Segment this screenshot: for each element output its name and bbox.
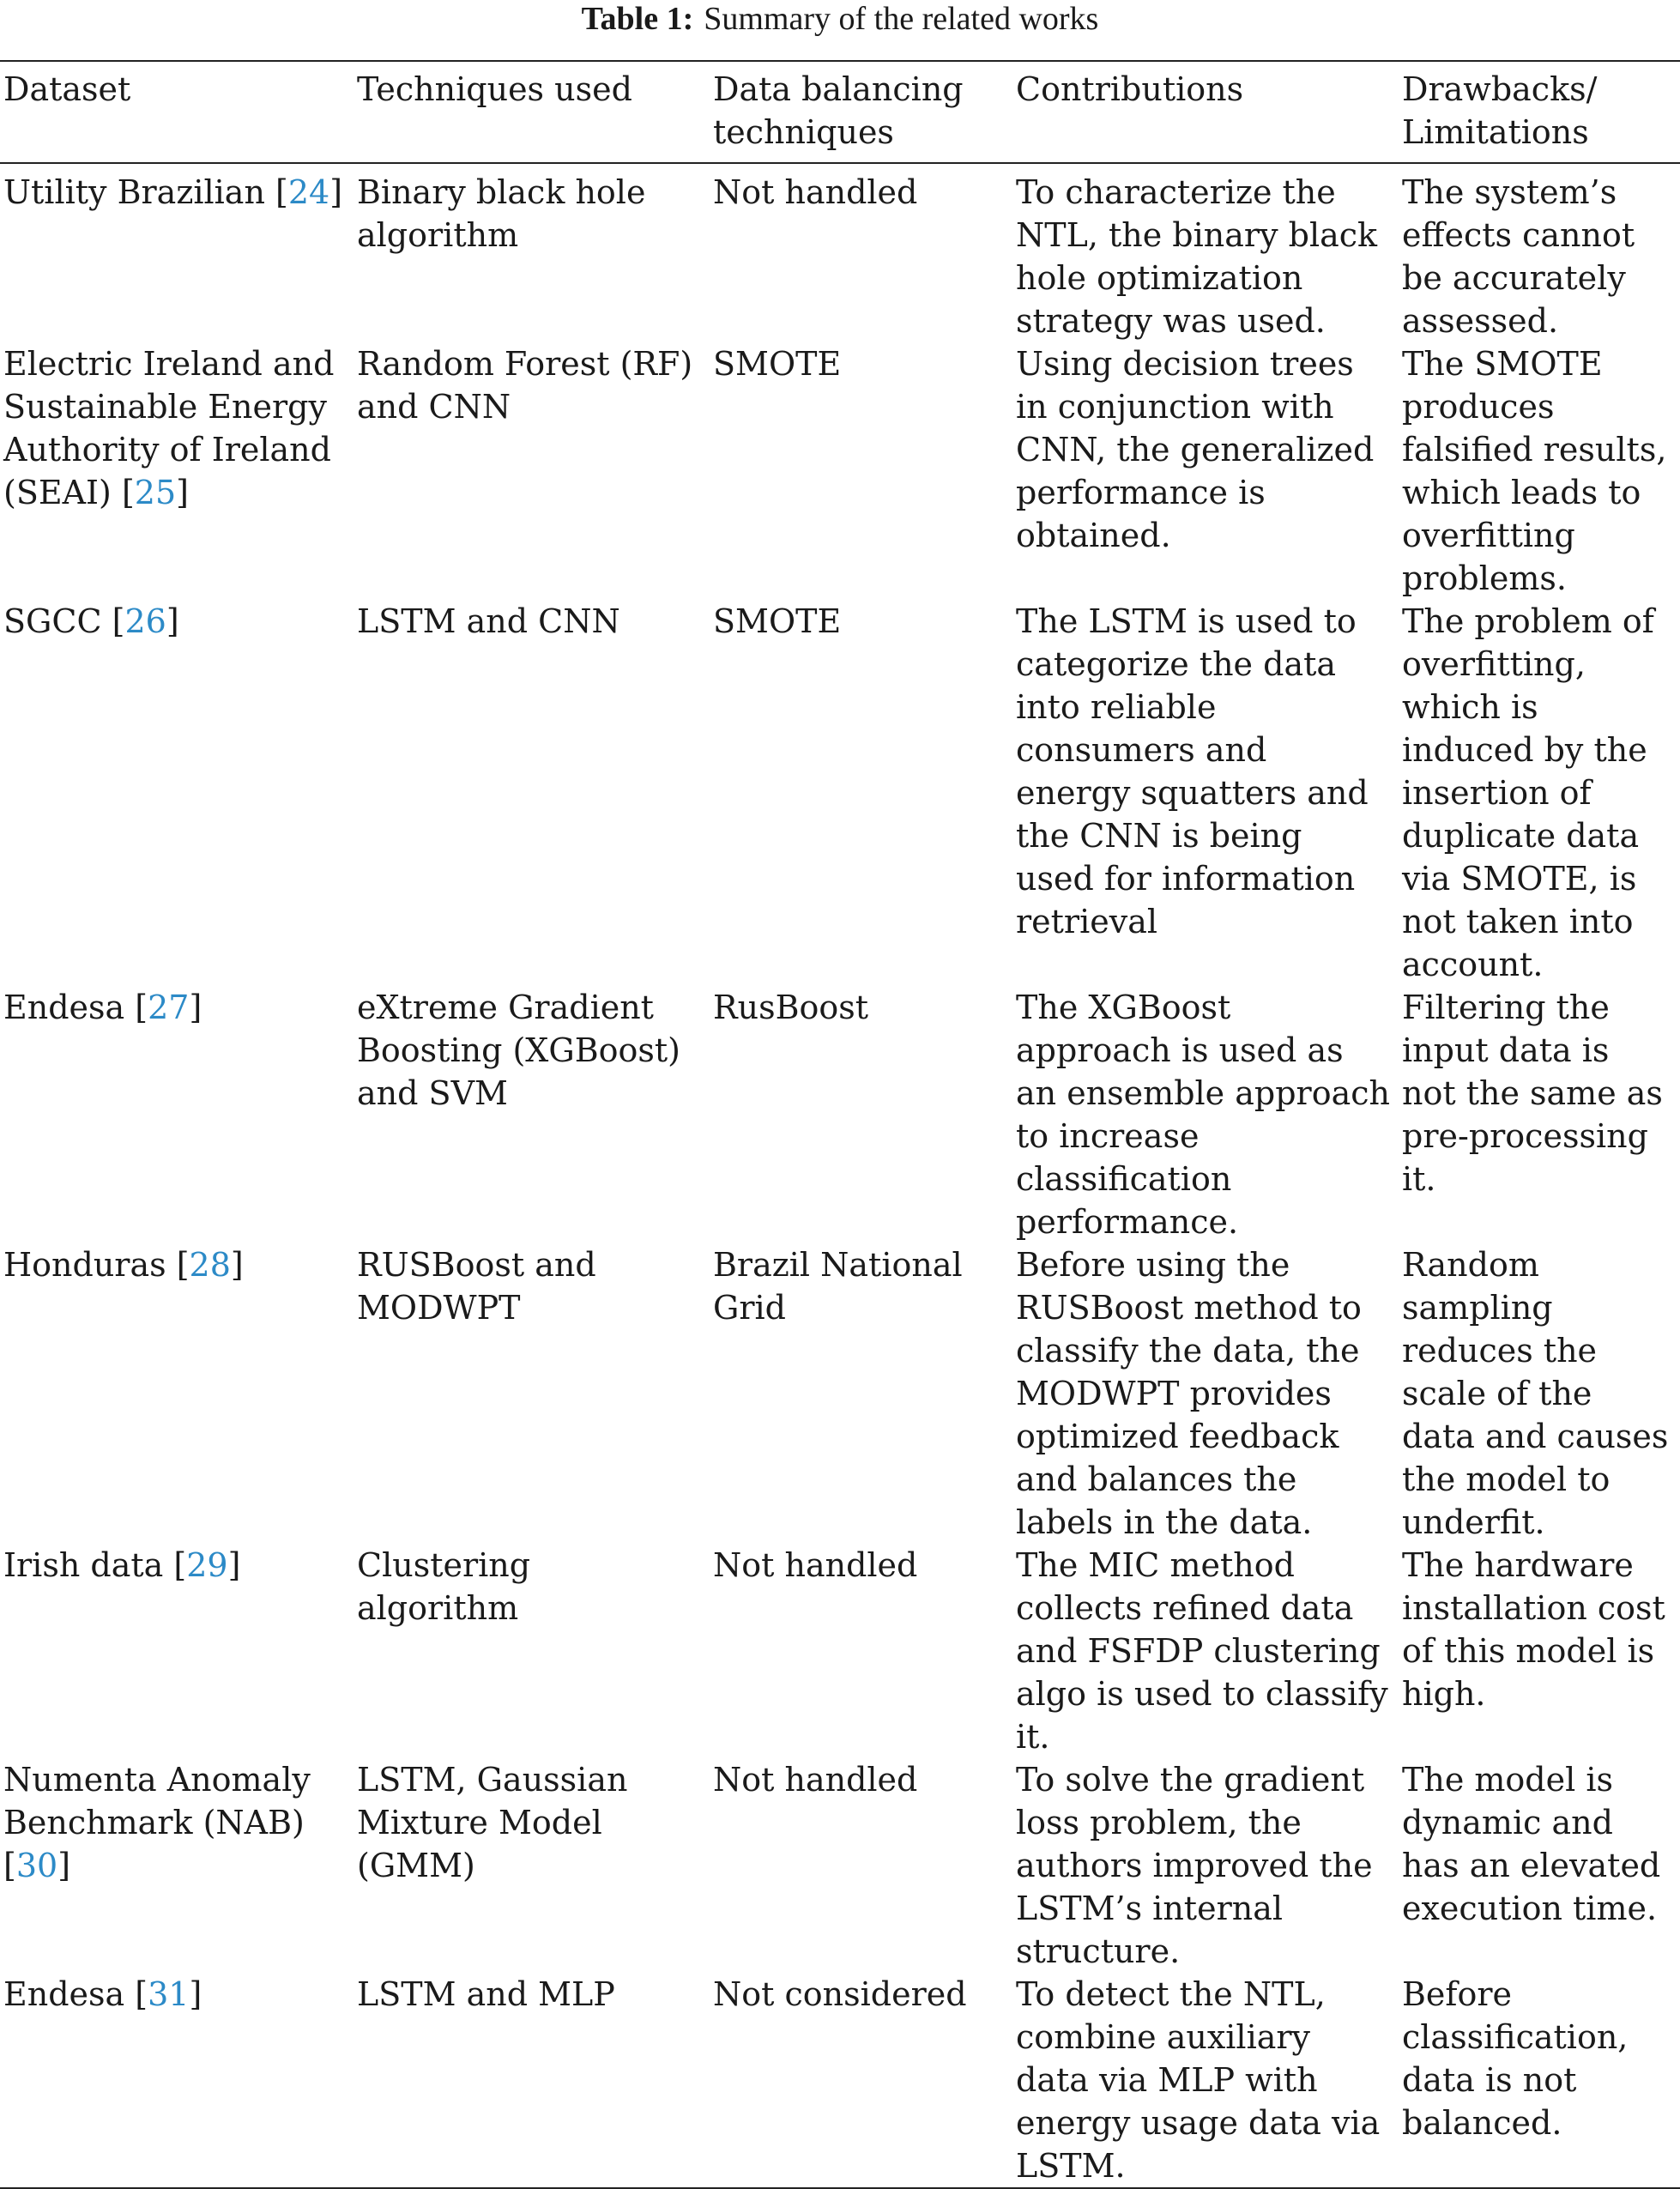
cell-balancing: Not handled [713, 173, 918, 211]
header-contributions: Contributions [1016, 70, 1244, 108]
cell-balancing: Not handled [713, 1546, 918, 1584]
dataset-name: SGCC [3, 602, 102, 640]
cell-balancing: SMOTE [713, 602, 842, 640]
header-row [0, 61, 1680, 163]
dataset-name: Utility Brazilian [3, 173, 265, 211]
citation-link[interactable]: 29 [186, 1546, 228, 1584]
header-techniques: Techniques used [357, 70, 632, 108]
table-row [0, 342, 1680, 600]
cell-drawback: The problem of overfitting, which is induced by the insertion of duplicate data via SMOTE, is not taken into account. [1402, 602, 1654, 983]
cell-balancing: Brazil National Grid [713, 1246, 963, 1327]
caption-label: Table 1: [581, 1, 694, 37]
cell-drawback: Before classification, data is not balanced. [1402, 1975, 1629, 2142]
cell-technique: Binary black hole algorithm [357, 173, 646, 254]
cell-drawback: Random sampling reduces the scale of the data and causes the model to underfit. [1402, 1246, 1669, 1541]
cell-contribution: Using decision trees in conjunction with CNN, the generalized performance is obtained. [1016, 345, 1375, 554]
cell-contribution: To detect the NTL, combine auxiliary data via MLP with energy usage data via LSTM. [1016, 1975, 1381, 2185]
cell-balancing: RusBoost [713, 989, 869, 1026]
dataset-name: Electric Ireland and Sustainable Energy Authority of Ireland (SEAI) [3, 345, 335, 511]
header-drawbacks: Drawbacks/ Limitations [1402, 70, 1598, 151]
dataset-name: Honduras [3, 1246, 166, 1284]
caption-text: Summary of the related works [704, 1, 1099, 37]
cell-dataset: Irish data [29] [3, 1546, 241, 1584]
citation-link[interactable]: 27 [148, 989, 190, 1026]
header-balancing: Data balancing techniques [713, 70, 964, 151]
cell-drawback: The model is dynamic and has an elevated execution time. [1402, 1761, 1661, 1927]
table-row [0, 600, 1680, 986]
cell-technique: RUSBoost and MODWPT [357, 1246, 596, 1327]
cell-contribution: To characterize the NTL, the binary black hole optimization strategy was used. [1016, 173, 1378, 340]
cell-dataset: Utility Brazilian [24] [3, 173, 343, 211]
header-dataset: Dataset [3, 70, 131, 108]
dataset-name: Endesa [3, 1975, 125, 2013]
cell-balancing: Not considered [713, 1975, 967, 2013]
citation-link[interactable]: 31 [148, 1975, 190, 2013]
cell-dataset: Endesa [31] [3, 1975, 202, 2013]
cell-technique: eXtreme Gradient Boosting (XGBoost) and SVM [357, 989, 680, 1112]
cell-dataset: Electric Ireland and Sustainable Energy Authority of Ireland (SEAI) [25] [3, 345, 335, 511]
cell-balancing: SMOTE [713, 345, 842, 383]
table-caption [0, 0, 1680, 38]
dataset-name: Endesa [3, 989, 125, 1026]
cell-drawback: The hardware installation cost of this model is high. [1402, 1546, 1665, 1713]
cell-contribution: The XGBoost approach is used as an ensemble approach to increase classification performance. [1016, 989, 1390, 1241]
cell-dataset: Numenta Anomaly Benchmark (NAB) [30] [3, 1761, 311, 1884]
citation-link[interactable]: 26 [124, 602, 166, 640]
cell-balancing: Not handled [713, 1761, 918, 1799]
citation-link[interactable]: 25 [134, 474, 177, 511]
cell-technique: LSTM, Gaussian Mixture Model (GMM) [357, 1761, 628, 1884]
table-row [0, 163, 1680, 342]
citation-link[interactable]: 30 [15, 1847, 58, 1884]
cell-technique: Clustering algorithm [357, 1546, 531, 1627]
table-row [0, 1544, 1680, 1758]
cell-technique: Random Forest (RF) and CNN [357, 345, 693, 426]
citation-link[interactable]: 28 [189, 1246, 231, 1284]
cell-contribution: The MIC method collects refined data and FSFDP clustering algo is used to classify it. [1016, 1546, 1388, 1756]
table-row [0, 986, 1680, 1243]
cell-drawback: The SMOTE produces falsified results, which leads to overfitting problems. [1402, 345, 1667, 597]
cell-technique: LSTM and CNN [357, 602, 620, 640]
cell-drawback: Filtering the input data is not the same as pre-processing it. [1402, 989, 1663, 1198]
table-row [0, 1973, 1680, 2188]
table-row [0, 1243, 1680, 1544]
related-works-table [0, 60, 1680, 2189]
cell-drawback: The system’s effects cannot be accurately assessed. [1402, 173, 1635, 340]
cell-contribution: To solve the gradient loss problem, the authors improved the LSTM’s internal structure. [1016, 1761, 1373, 1970]
cell-technique: LSTM and MLP [357, 1975, 615, 2013]
cell-dataset: Endesa [27] [3, 989, 202, 1026]
citation-link[interactable]: 24 [287, 173, 330, 211]
dataset-name: Irish data [3, 1546, 164, 1584]
cell-dataset: Honduras [28] [3, 1246, 244, 1284]
dataset-name: Numenta Anomaly Benchmark (NAB) [3, 1761, 311, 1841]
cell-dataset: SGCC [26] [3, 602, 179, 640]
cell-contribution: The LSTM is used to categorize the data into reliable consumers and energy squatters and the CNN is being used for information retrieval [1016, 602, 1369, 940]
cell-contribution: Before using the RUSBoost method to classify the data, the MODWPT provides optimized feedback and balances the labels in the data. [1016, 1246, 1362, 1541]
table-row [0, 1758, 1680, 1973]
